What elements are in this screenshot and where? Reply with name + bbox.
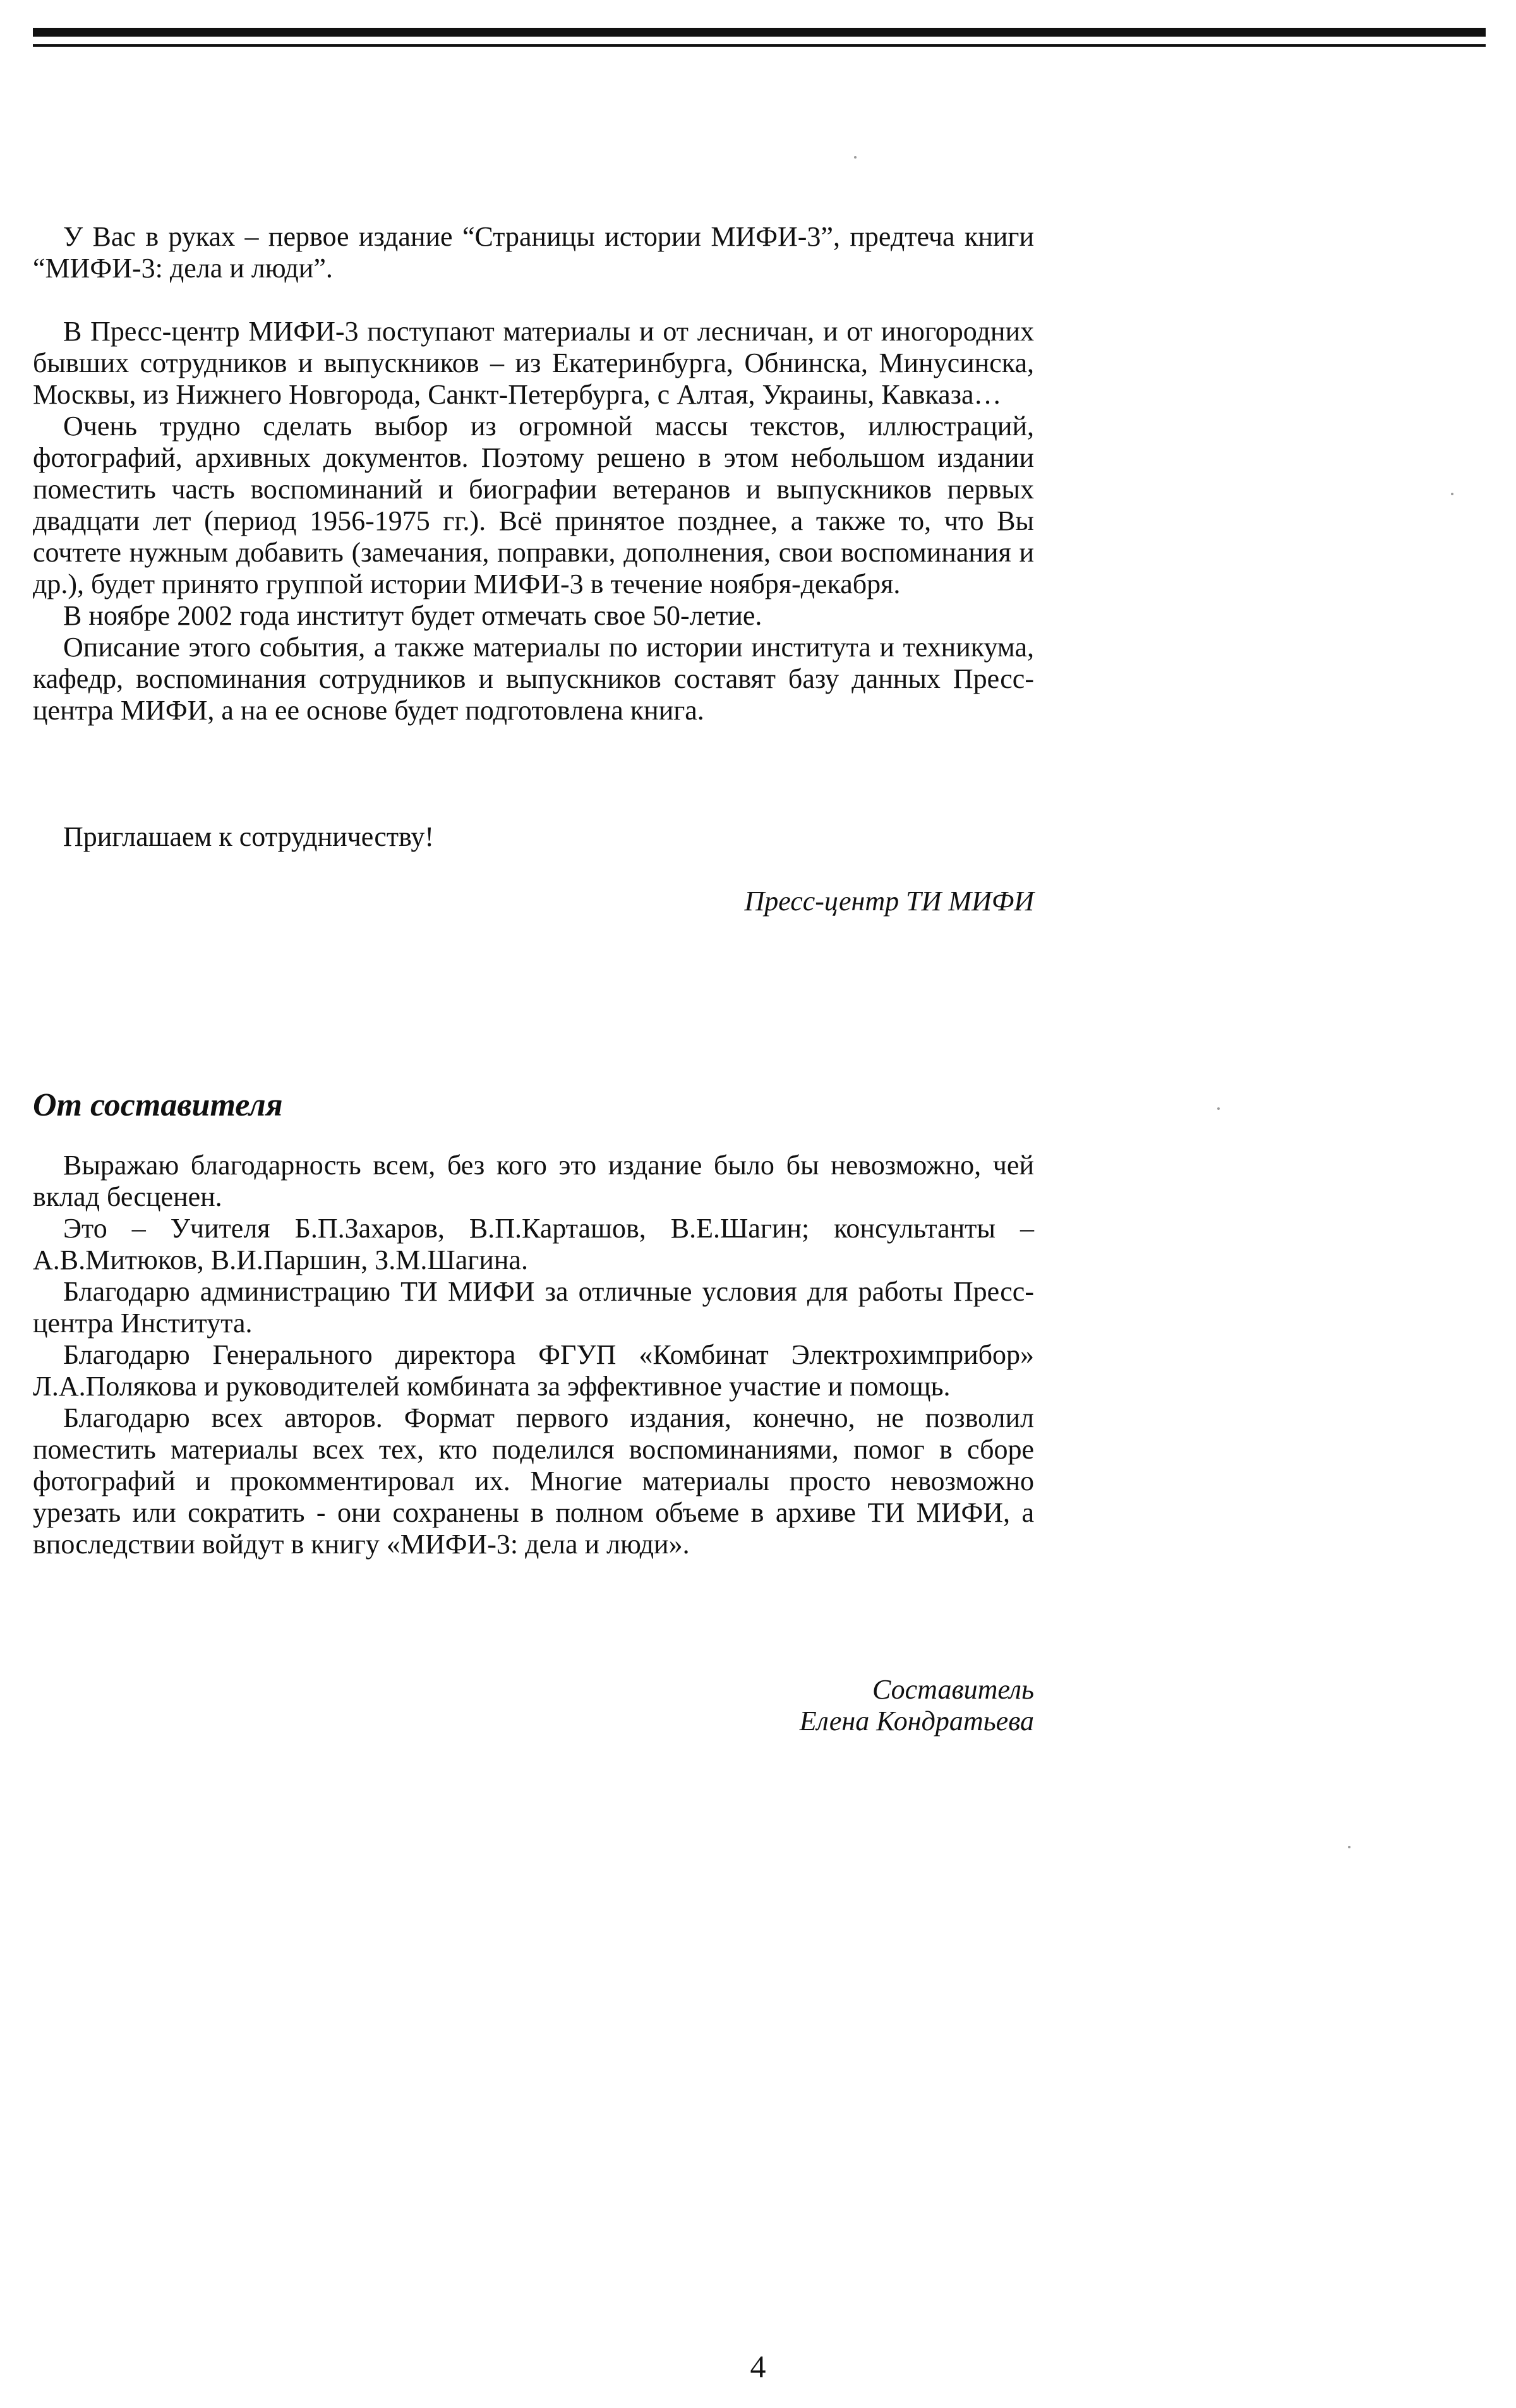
- page-number: 4: [750, 2349, 766, 2384]
- header-rule-thick: [33, 28, 1486, 37]
- compiler-paragraph-5: Благодарю всех авторов. Формат первого издания, конечно, не позволил поместить материалы всех тех, кто поделился воспоминаниями, помог в сборе фотографий и прокомментировал их. Многие материалы просто невозможно урезать или сократить - они сохранены в полном объеме в архиве ТИ МИФИ, а впоследствии войдут в книгу «МИФИ-3: дела и люди».: [33, 1402, 1034, 1560]
- intro-paragraph-6: Приглашаем к сотрудничеству!: [63, 821, 435, 852]
- compiler-signature: [800, 1674, 1034, 1737]
- compiler-paragraph-4: Благодарю Генерального директора ФГУП «Комбинат Электрохимприбор» Л.А.Полякова и руководителей комбината за эффективное участие и помощь.: [33, 1339, 1034, 1402]
- header-rule-thin: [33, 44, 1486, 47]
- scan-speck: [1217, 1107, 1220, 1110]
- compiler-paragraph-2: Это – Учителя Б.П.Захаров, В.П.Карташов, В.Е.Шагин; консультанты – А.В.Митюков, В.И.Паршин, З.М.Шагина.: [33, 1213, 1034, 1275]
- intro-paragraph-3: Очень трудно сделать выбор из огромной массы текстов, иллюстраций, фотографий, архивных документов. Поэтому решено в этом небольшом издании поместить часть воспоминаний и биографии ветеранов и выпускников первых двадцати лет (период 1956-1975 гг.). Всё принятое позднее, а также то, что Вы сочтете нужным добавить (замечания, поправки, дополнения, свои воспоминания и др.), будет принято группой истории МИФИ-3 в течение ноября-декабря.: [33, 411, 1034, 599]
- section-heading: От составителя: [33, 1087, 283, 1123]
- signature-name: Елена Кондратьева: [799, 1706, 1034, 1737]
- compiler-paragraph-1: Выражаю благодарность всем, без кого это издание было бы невозможно, чей вклад бесценен.: [33, 1150, 1034, 1212]
- scan-speck: [1348, 1846, 1351, 1848]
- signature-role: Составитель: [872, 1674, 1034, 1705]
- intro-paragraph-5: Описание этого события, а также материалы по истории института и техникума, кафедр, воспоминания сотрудников и выпускников составят базу данных Пресс-центра МИФИ, а на ее основе будет подготовлена книга.: [33, 632, 1034, 726]
- intro-paragraph-1: У Вас в руках – первое издание “Страницы истории МИФИ-3”, предтеча книги “МИФИ-3: дела и люди”.: [33, 221, 1034, 284]
- intro-paragraph-4: В ноябре 2002 года институт будет отмечать свое 50-летие.: [63, 600, 762, 631]
- intro-signature: Пресс-центр ТИ МИФИ: [744, 886, 1034, 917]
- compiler-paragraph-3: Благодарю администрацию ТИ МИФИ за отличные условия для работы Пресс-центра Института.: [33, 1276, 1034, 1339]
- scan-speck: [854, 156, 857, 159]
- intro-paragraph-2: В Пресс-центр МИФИ-3 поступают материалы и от лесничан, и от иногородних бывших сотрудников и выпускников – из Екатеринбурга, Обнинска, Минусинска, Москвы, из Нижнего Новгорода, Санкт-Петербурга, с Алтая, Украины, Кавказа…: [33, 316, 1034, 410]
- scan-speck: [1451, 493, 1453, 495]
